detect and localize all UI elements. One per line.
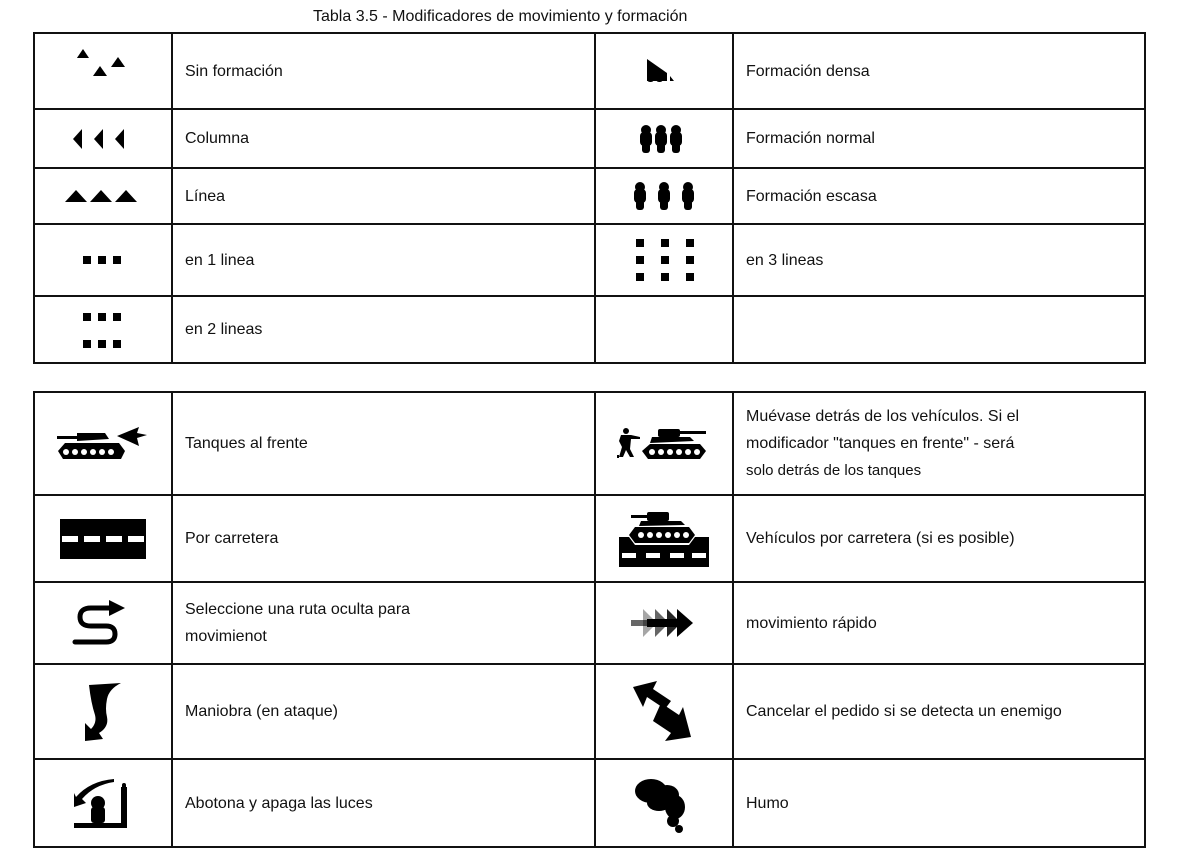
icon-cell xyxy=(595,392,733,495)
cancel-order-icon xyxy=(629,679,699,745)
two-lines-dots-icon xyxy=(78,307,128,353)
label-cell xyxy=(733,168,1145,224)
label-cell xyxy=(733,664,1145,759)
label-cell xyxy=(172,33,595,109)
empty-label-cell xyxy=(733,296,1145,363)
row-label: en 2 lineas xyxy=(185,321,263,338)
smoke-icon xyxy=(629,773,699,833)
label-cell xyxy=(733,224,1145,296)
column-arrows-icon xyxy=(63,124,143,154)
icon-cell xyxy=(34,109,172,168)
label-cell xyxy=(172,109,595,168)
normal-formation-icon xyxy=(634,121,694,157)
label-cell xyxy=(733,759,1145,847)
icon-cell xyxy=(595,582,733,664)
three-lines-dots-icon xyxy=(629,235,699,285)
row-label-line: modificador "tanques en frente" - será xyxy=(746,435,1015,452)
label-cell xyxy=(733,582,1145,664)
table-row xyxy=(34,582,1145,664)
row-label: Formación escasa xyxy=(746,187,877,205)
label-cell xyxy=(733,392,1145,495)
icon-cell xyxy=(595,109,733,168)
dense-formation-icon xyxy=(634,51,694,91)
infantry-behind-tank-icon xyxy=(614,419,714,469)
movement-table xyxy=(33,391,1146,848)
row-label: Vehículos por carretera (si es posible) xyxy=(746,530,1015,547)
label-cell xyxy=(733,33,1145,109)
icon-cell xyxy=(595,759,733,847)
one-line-dots-icon xyxy=(78,250,128,270)
row-label-line: movimienot xyxy=(185,628,267,645)
icon-cell xyxy=(595,168,733,224)
row-label: Columna xyxy=(185,130,250,147)
row-label: Formación normal xyxy=(746,130,875,147)
icon-cell xyxy=(34,495,172,582)
label-cell xyxy=(733,495,1145,582)
tanks-front-icon xyxy=(55,419,151,469)
line-triangles-icon xyxy=(63,184,143,208)
label-cell xyxy=(172,392,595,495)
button-up-icon xyxy=(68,773,138,833)
label-cell xyxy=(172,296,595,363)
row-label: en 3 lineas xyxy=(746,251,824,269)
row-label: Abotona y apaga las luces xyxy=(185,794,373,812)
row-label: Sin formación xyxy=(185,62,283,80)
table-row xyxy=(34,759,1145,847)
icon-cell xyxy=(34,759,172,847)
row-label: Humo xyxy=(746,794,789,812)
hidden-route-icon xyxy=(71,595,135,651)
tank-on-road-icon xyxy=(619,511,709,567)
row-label-line: solo detrás de los tanques xyxy=(746,462,922,479)
fast-movement-icon xyxy=(629,605,699,641)
table-row xyxy=(34,296,1145,363)
row-label: movimiento rápido xyxy=(746,614,877,632)
row-label: Formación densa xyxy=(746,62,870,80)
row-label: Maniobra (en ataque) xyxy=(185,703,338,720)
label-cell xyxy=(172,759,595,847)
table-row xyxy=(34,109,1145,168)
icon-cell xyxy=(34,224,172,296)
table-row xyxy=(34,224,1145,296)
icon-cell xyxy=(595,495,733,582)
icon-cell xyxy=(34,392,172,495)
scattered-triangles-icon xyxy=(63,46,143,96)
label-cell xyxy=(172,582,595,664)
empty-icon-cell xyxy=(595,296,733,363)
icon-cell xyxy=(595,664,733,759)
table-row xyxy=(34,33,1145,109)
icon-cell xyxy=(34,33,172,109)
row-label: Línea xyxy=(185,187,226,205)
label-cell xyxy=(733,109,1145,168)
row-label: en 1 linea xyxy=(185,251,255,269)
row-label-line: Muévase detrás de los vehículos. Si el xyxy=(746,408,1020,425)
maneuver-icon xyxy=(73,679,133,745)
row-label: Cancelar el pedido si se detecta un enemigo xyxy=(746,703,1062,720)
icon-cell xyxy=(595,224,733,296)
icon-cell xyxy=(34,582,172,664)
label-cell xyxy=(172,495,595,582)
table-row xyxy=(34,392,1145,495)
table-row xyxy=(34,168,1145,224)
label-cell xyxy=(172,664,595,759)
row-label: Tanques al frente xyxy=(185,435,308,452)
road-icon xyxy=(59,517,147,561)
icon-cell xyxy=(34,664,172,759)
icon-cell xyxy=(34,168,172,224)
table-title-text: Tabla 3.5 - Modificadores de movimiento y formación xyxy=(313,8,688,25)
table-row xyxy=(34,664,1145,759)
row-label-line: Seleccione una ruta oculta para xyxy=(185,601,411,618)
label-cell xyxy=(172,224,595,296)
table-row xyxy=(34,495,1145,582)
formation-table xyxy=(33,32,1146,364)
sparse-formation-icon xyxy=(631,178,697,214)
row-label: Por carretera xyxy=(185,530,279,547)
icon-cell xyxy=(595,33,733,109)
icon-cell xyxy=(34,296,172,363)
label-cell xyxy=(172,168,595,224)
